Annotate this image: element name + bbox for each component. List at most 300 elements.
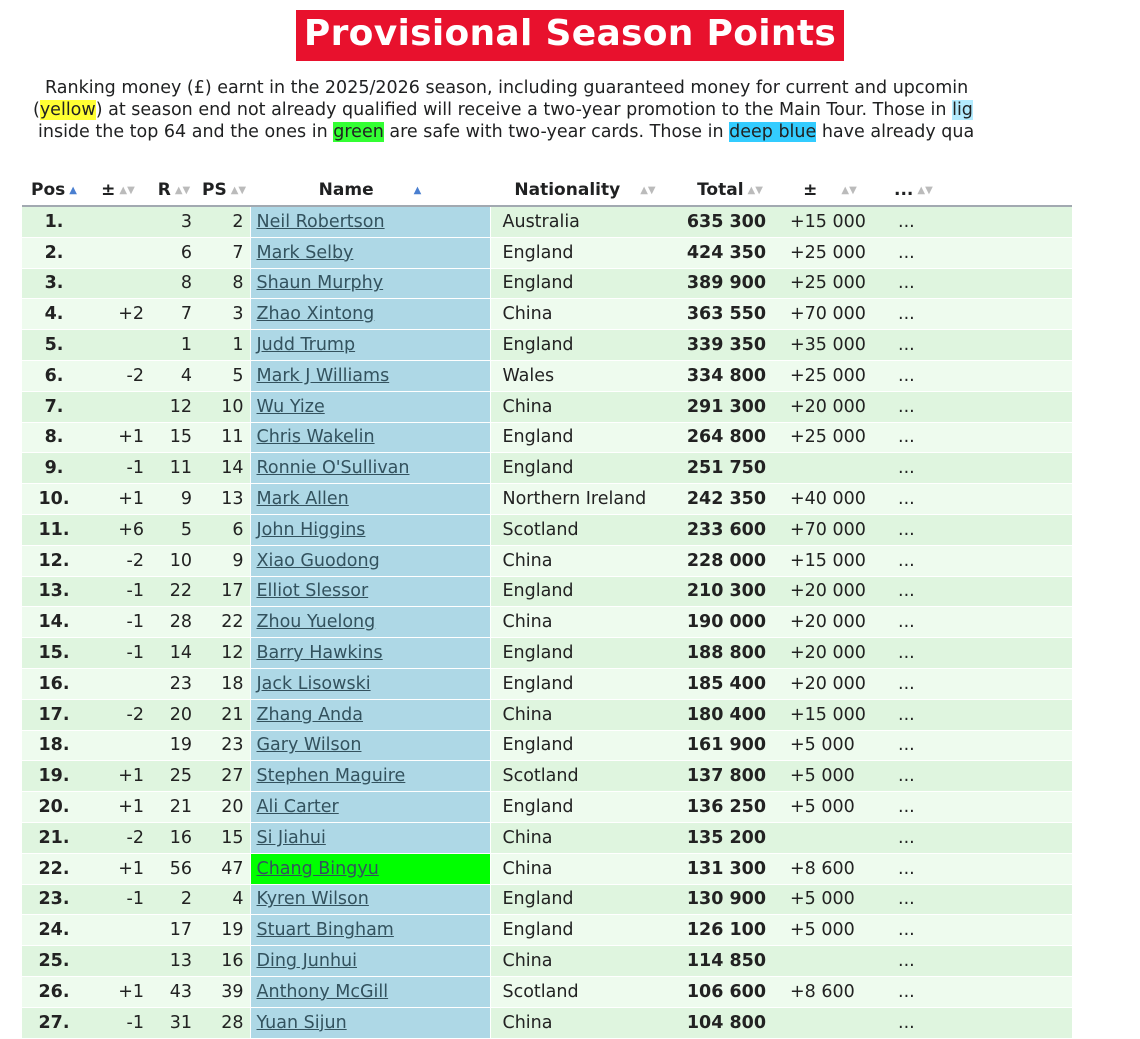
more-cell: ... — [880, 853, 1072, 884]
change-cell — [86, 730, 150, 761]
table-body — [22, 206, 1072, 1038]
column-header-ps[interactable] — [198, 175, 250, 206]
more-cell: ... — [880, 206, 1072, 237]
change-cell: +1 — [86, 761, 150, 792]
r-cell: 14 — [150, 638, 198, 669]
more-cell: ... — [880, 299, 1072, 330]
total-cell: 137 800 — [680, 761, 780, 792]
total-cell: 424 350 — [680, 237, 780, 268]
change-cell: -2 — [86, 822, 150, 853]
header-row — [22, 175, 1072, 206]
r-cell: 9 — [150, 484, 198, 515]
name-cell[interactable] — [250, 638, 490, 669]
nationality-cell: China — [490, 822, 680, 853]
nationality-cell: Scotland — [490, 976, 680, 1007]
column-header-nationality[interactable] — [490, 175, 680, 206]
gain-cell: +70 000 — [780, 514, 880, 545]
position-cell: 18. — [22, 730, 86, 761]
table-row — [22, 514, 1072, 545]
table-row — [22, 853, 1072, 884]
change-cell: +2 — [86, 299, 150, 330]
column-header-r[interactable] — [150, 175, 198, 206]
change-cell: -2 — [86, 545, 150, 576]
ps-cell: 11 — [198, 422, 250, 453]
name-cell[interactable] — [250, 792, 490, 823]
ps-cell: 3 — [198, 299, 250, 330]
change-cell: -1 — [86, 576, 150, 607]
gain-cell: +15 000 — [780, 545, 880, 576]
player-link[interactable]: Mark J Williams — [256, 365, 390, 386]
r-cell: 4 — [150, 360, 198, 391]
nationality-cell: Scotland — [490, 514, 680, 545]
ps-cell: 9 — [198, 545, 250, 576]
more-cell: ... — [880, 761, 1072, 792]
name-cell[interactable] — [250, 453, 490, 484]
table-row — [22, 1007, 1072, 1038]
name-cell[interactable] — [250, 237, 490, 268]
name-cell[interactable] — [250, 668, 490, 699]
nationality-cell: England — [490, 668, 680, 699]
ps-cell: 39 — [198, 976, 250, 1007]
gain-cell: +20 000 — [780, 668, 880, 699]
change-cell: -1 — [86, 453, 150, 484]
player-link[interactable]: Zhang Anda — [256, 704, 363, 725]
page-title: Provisional Season Points — [296, 10, 844, 61]
sort-icon: ▲▼ — [640, 185, 656, 196]
change-cell: +1 — [86, 792, 150, 823]
position-cell: 16. — [22, 668, 86, 699]
table-row — [22, 976, 1072, 1007]
nationality-cell: China — [490, 299, 680, 330]
table-row — [22, 206, 1072, 237]
player-link[interactable]: Stephen Maguire — [256, 766, 406, 787]
player-link[interactable]: Mark Selby — [256, 242, 354, 263]
more-cell: ... — [880, 514, 1072, 545]
nationality-cell: England — [490, 422, 680, 453]
gain-cell: +15 000 — [780, 699, 880, 730]
ps-cell: 4 — [198, 884, 250, 915]
gain-cell: +35 000 — [780, 330, 880, 361]
ps-cell: 17 — [198, 576, 250, 607]
total-cell: 106 600 — [680, 976, 780, 1007]
total-cell: 126 100 — [680, 915, 780, 946]
column-header-label: Pos — [31, 180, 66, 200]
gain-cell — [780, 453, 880, 484]
position-cell: 11. — [22, 514, 86, 545]
intro-text-segment: ) at season end not already qualified will receive a two-year promotion to the Main Tour. Those in — [95, 100, 953, 120]
name-cell[interactable] — [250, 853, 490, 884]
name-cell[interactable] — [250, 915, 490, 946]
r-cell: 5 — [150, 514, 198, 545]
more-cell: ... — [880, 730, 1072, 761]
change-cell — [86, 915, 150, 946]
yellow-highlight: yellow — [39, 100, 96, 120]
gain-cell: +5 000 — [780, 730, 880, 761]
name-cell[interactable] — [250, 699, 490, 730]
intro-text-segment: ( — [33, 100, 40, 120]
name-cell[interactable] — [250, 576, 490, 607]
ps-cell: 15 — [198, 822, 250, 853]
change-cell: +6 — [86, 514, 150, 545]
name-cell[interactable] — [250, 206, 490, 237]
position-cell: 8. — [22, 422, 86, 453]
change-cell — [86, 330, 150, 361]
gain-cell — [780, 822, 880, 853]
name-cell[interactable] — [250, 514, 490, 545]
r-cell: 23 — [150, 668, 198, 699]
position-cell: 1. — [22, 206, 86, 237]
name-cell[interactable] — [250, 299, 490, 330]
table-row — [22, 884, 1072, 915]
nationality-cell: China — [490, 946, 680, 977]
nationality-cell: Scotland — [490, 761, 680, 792]
player-link[interactable]: Zhou Yuelong — [256, 612, 376, 633]
intro-text — [0, 75, 975, 145]
r-cell: 8 — [150, 268, 198, 299]
r-cell: 13 — [150, 946, 198, 977]
r-cell: 20 — [150, 699, 198, 730]
player-link[interactable]: Anthony McGill — [256, 981, 389, 1002]
nationality-cell: England — [490, 268, 680, 299]
ps-cell: 27 — [198, 761, 250, 792]
nationality-cell: England — [490, 730, 680, 761]
gain-cell: +5 000 — [780, 884, 880, 915]
r-cell: 6 — [150, 237, 198, 268]
ps-cell: 20 — [198, 792, 250, 823]
position-cell: 15. — [22, 638, 86, 669]
ps-cell: 12 — [198, 638, 250, 669]
position-cell: 3. — [22, 268, 86, 299]
more-cell: ... — [880, 976, 1072, 1007]
change-cell — [86, 946, 150, 977]
r-cell: 12 — [150, 391, 198, 422]
total-cell: 130 900 — [680, 884, 780, 915]
change-cell: -1 — [86, 638, 150, 669]
position-cell: 9. — [22, 453, 86, 484]
r-cell: 15 — [150, 422, 198, 453]
column-header-name[interactable] — [250, 175, 490, 206]
more-cell: ... — [880, 422, 1072, 453]
intro-text-segment: have already qua — [816, 122, 975, 142]
name-cell[interactable] — [250, 976, 490, 1007]
column-header-label: ... — [894, 180, 914, 200]
r-cell: 17 — [150, 915, 198, 946]
gain-cell: +8 600 — [780, 976, 880, 1007]
name-cell[interactable] — [250, 607, 490, 638]
sort-icon: ▲▼ — [917, 185, 933, 196]
name-cell[interactable] — [250, 1007, 490, 1038]
ps-cell: 5 — [198, 360, 250, 391]
column-header-label: Total — [697, 180, 744, 200]
column-header-more[interactable] — [880, 175, 1072, 206]
player-link[interactable]: Judd Trump — [256, 335, 356, 356]
total-cell: 242 350 — [680, 484, 780, 515]
nationality-cell: England — [490, 638, 680, 669]
gain-cell: +25 000 — [780, 237, 880, 268]
sort-asc-icon: ▲ — [413, 185, 422, 196]
r-cell: 28 — [150, 607, 198, 638]
ps-cell: 6 — [198, 514, 250, 545]
column-header-pos[interactable] — [22, 175, 86, 206]
nationality-cell: China — [490, 699, 680, 730]
more-cell: ... — [880, 792, 1072, 823]
table-row — [22, 422, 1072, 453]
gain-cell: +20 000 — [780, 607, 880, 638]
change-cell: -1 — [86, 1007, 150, 1038]
ps-cell: 23 — [198, 730, 250, 761]
more-cell: ... — [880, 607, 1072, 638]
table-row — [22, 699, 1072, 730]
position-cell: 14. — [22, 607, 86, 638]
intro-text-segment: are safe with two-year cards. Those in — [383, 122, 730, 142]
total-cell: 210 300 — [680, 576, 780, 607]
gain-cell: +70 000 — [780, 299, 880, 330]
player-link[interactable]: John Higgins — [256, 519, 366, 540]
r-cell: 1 — [150, 330, 198, 361]
r-cell: 11 — [150, 453, 198, 484]
gain-cell: +15 000 — [780, 206, 880, 237]
player-link[interactable]: Jack Lisowski — [256, 673, 371, 694]
player-link[interactable]: Ronnie O'Sullivan — [256, 458, 410, 479]
total-cell: 114 850 — [680, 946, 780, 977]
nationality-cell: Australia — [490, 206, 680, 237]
player-link[interactable]: Si Jiahui — [256, 827, 326, 848]
table-row — [22, 792, 1072, 823]
total-cell: 185 400 — [680, 668, 780, 699]
player-link[interactable]: Barry Hawkins — [256, 643, 383, 664]
nationality-cell: Northern Ireland — [490, 484, 680, 515]
position-cell: 10. — [22, 484, 86, 515]
column-header-change[interactable] — [86, 175, 150, 206]
player-link[interactable]: Mark Allen — [256, 489, 349, 510]
change-cell — [86, 668, 150, 699]
total-cell: 389 900 — [680, 268, 780, 299]
total-cell: 334 800 — [680, 360, 780, 391]
more-cell: ... — [880, 237, 1072, 268]
table-row — [22, 299, 1072, 330]
gain-cell: +40 000 — [780, 484, 880, 515]
r-cell: 43 — [150, 976, 198, 1007]
position-cell: 27. — [22, 1007, 86, 1038]
column-header-label: R — [157, 180, 171, 200]
more-cell: ... — [880, 884, 1072, 915]
player-link[interactable]: Shaun Murphy — [256, 273, 384, 294]
more-cell: ... — [880, 391, 1072, 422]
r-cell: 3 — [150, 206, 198, 237]
total-cell: 233 600 — [680, 514, 780, 545]
more-cell: ... — [880, 360, 1072, 391]
position-cell: 17. — [22, 699, 86, 730]
intro-line-3 — [38, 121, 974, 143]
ps-cell: 1 — [198, 330, 250, 361]
table-row — [22, 946, 1072, 977]
position-cell: 19. — [22, 761, 86, 792]
more-cell: ... — [880, 1007, 1072, 1038]
position-cell: 24. — [22, 915, 86, 946]
sort-icon: ▲▼ — [841, 185, 857, 196]
r-cell: 21 — [150, 792, 198, 823]
change-cell — [86, 206, 150, 237]
intro-line-1: Ranking money (£) earnt in the 2025/2026 season, including guaranteed money for current and upcomin — [45, 78, 969, 98]
player-link[interactable]: Gary Wilson — [256, 735, 362, 756]
total-cell: 190 000 — [680, 607, 780, 638]
nationality-cell: England — [490, 884, 680, 915]
r-cell: 31 — [150, 1007, 198, 1038]
more-cell: ... — [880, 638, 1072, 669]
ps-cell: 7 — [198, 237, 250, 268]
change-cell: +1 — [86, 976, 150, 1007]
more-cell: ... — [880, 268, 1072, 299]
table-row — [22, 607, 1072, 638]
player-link[interactable]: Ding Junhui — [256, 951, 357, 972]
name-cell[interactable] — [250, 268, 490, 299]
ps-cell: 16 — [198, 946, 250, 977]
name-cell[interactable] — [250, 884, 490, 915]
deep-blue-highlight: deep blue — [729, 122, 817, 142]
table-row — [22, 391, 1072, 422]
title-wrap — [0, 10, 1140, 61]
nationality-cell: England — [490, 576, 680, 607]
nationality-cell: England — [490, 915, 680, 946]
nationality-cell: England — [490, 237, 680, 268]
r-cell: 16 — [150, 822, 198, 853]
name-cell[interactable] — [250, 545, 490, 576]
player-link[interactable]: Zhao Xintong — [256, 304, 375, 325]
position-cell: 12. — [22, 545, 86, 576]
ps-cell: 8 — [198, 268, 250, 299]
nationality-cell: China — [490, 607, 680, 638]
change-cell — [86, 391, 150, 422]
total-cell: 228 000 — [680, 545, 780, 576]
r-cell: 22 — [150, 576, 198, 607]
nationality-cell: Wales — [490, 360, 680, 391]
table-row — [22, 576, 1072, 607]
gain-cell: +5 000 — [780, 792, 880, 823]
total-cell: 180 400 — [680, 699, 780, 730]
nationality-cell: England — [490, 792, 680, 823]
table-row — [22, 237, 1072, 268]
table-row — [22, 915, 1072, 946]
r-cell: 7 — [150, 299, 198, 330]
more-cell: ... — [880, 453, 1072, 484]
change-cell — [86, 268, 150, 299]
name-cell[interactable] — [250, 730, 490, 761]
more-cell: ... — [880, 668, 1072, 699]
more-cell: ... — [880, 822, 1072, 853]
gain-cell: +5 000 — [780, 761, 880, 792]
change-cell: +1 — [86, 853, 150, 884]
ps-cell: 19 — [198, 915, 250, 946]
name-cell[interactable] — [250, 360, 490, 391]
position-cell: 7. — [22, 391, 86, 422]
column-header-gain[interactable] — [780, 175, 880, 206]
player-link[interactable]: Chang Bingyu — [256, 858, 379, 879]
name-cell[interactable] — [250, 484, 490, 515]
more-cell: ... — [880, 699, 1072, 730]
standings-table — [22, 175, 1072, 1039]
table-row — [22, 761, 1072, 792]
sort-icon: ▲▼ — [230, 185, 247, 196]
total-cell: 135 200 — [680, 822, 780, 853]
name-cell[interactable] — [250, 946, 490, 977]
ps-cell: 14 — [198, 453, 250, 484]
player-link[interactable]: Yuan Sijun — [256, 1012, 347, 1033]
name-cell[interactable] — [250, 422, 490, 453]
gain-cell: +20 000 — [780, 576, 880, 607]
r-cell: 25 — [150, 761, 198, 792]
sort-asc-icon: ▲ — [69, 185, 77, 196]
gain-cell: +25 000 — [780, 360, 880, 391]
player-link[interactable]: Kyren Wilson — [256, 889, 369, 910]
table-row — [22, 484, 1072, 515]
nationality-cell: England — [490, 453, 680, 484]
more-cell: ... — [880, 330, 1072, 361]
ps-cell: 13 — [198, 484, 250, 515]
total-cell: 363 550 — [680, 299, 780, 330]
more-cell: ... — [880, 545, 1072, 576]
change-cell: -2 — [86, 699, 150, 730]
player-link[interactable]: Xiao Guodong — [256, 550, 380, 571]
position-cell: 2. — [22, 237, 86, 268]
column-header-total[interactable] — [680, 175, 780, 206]
table-row — [22, 330, 1072, 361]
r-cell: 56 — [150, 853, 198, 884]
gain-cell: +5 000 — [780, 915, 880, 946]
nationality-cell: England — [490, 330, 680, 361]
change-cell: -2 — [86, 360, 150, 391]
change-cell — [86, 237, 150, 268]
r-cell: 2 — [150, 884, 198, 915]
nationality-cell: China — [490, 391, 680, 422]
table-row — [22, 638, 1072, 669]
name-cell[interactable] — [250, 391, 490, 422]
table-row — [22, 668, 1072, 699]
table-row — [22, 730, 1072, 761]
total-cell: 264 800 — [680, 422, 780, 453]
nationality-cell: China — [490, 853, 680, 884]
ps-cell: 22 — [198, 607, 250, 638]
column-header-label: ± — [101, 180, 116, 200]
column-header-label: Name — [318, 180, 374, 200]
position-cell: 21. — [22, 822, 86, 853]
name-cell[interactable] — [250, 330, 490, 361]
player-link[interactable]: Chris Wakelin — [256, 427, 375, 448]
player-link[interactable]: Neil Robertson — [256, 211, 385, 232]
sort-icon: ▲▼ — [119, 185, 135, 196]
green-highlight: green — [333, 122, 384, 142]
gain-cell: +25 000 — [780, 422, 880, 453]
change-cell: +1 — [86, 484, 150, 515]
player-link[interactable]: Elliot Slessor — [256, 581, 369, 602]
total-cell: 188 800 — [680, 638, 780, 669]
player-link[interactable]: Stuart Bingham — [256, 920, 394, 941]
ps-cell: 2 — [198, 206, 250, 237]
column-header-label: PS — [202, 180, 227, 200]
gain-cell — [780, 1007, 880, 1038]
position-cell: 6. — [22, 360, 86, 391]
total-cell: 339 350 — [680, 330, 780, 361]
name-cell[interactable] — [250, 761, 490, 792]
change-cell: -1 — [86, 884, 150, 915]
more-cell: ... — [880, 484, 1072, 515]
player-link[interactable]: Wu Yize — [256, 396, 325, 417]
player-link[interactable]: Ali Carter — [256, 797, 339, 818]
ps-cell: 21 — [198, 699, 250, 730]
name-cell[interactable] — [250, 822, 490, 853]
nationality-cell: China — [490, 1007, 680, 1038]
position-cell: 25. — [22, 946, 86, 977]
intro-text-segment: inside the top 64 and the ones in — [38, 122, 334, 142]
